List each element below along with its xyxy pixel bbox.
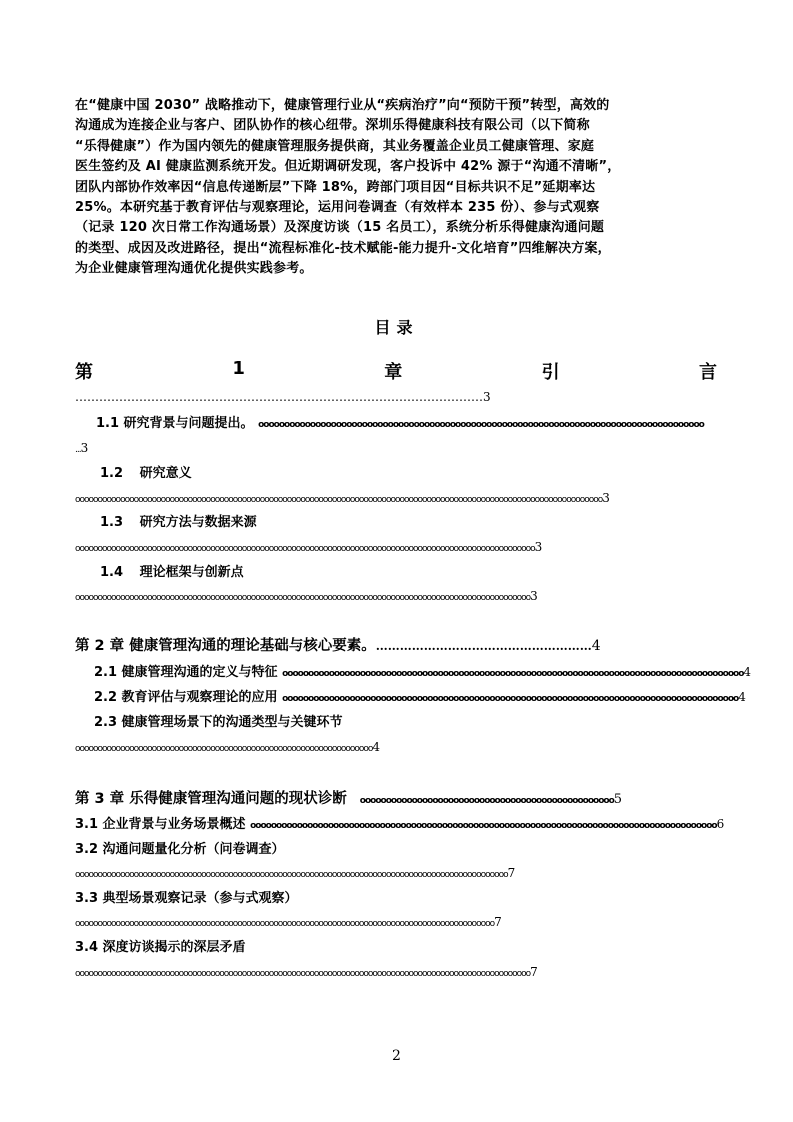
toc-section-label: 3.4 深度访谈揭示的深层矛盾 (75, 940, 246, 955)
toc-section-2-1[interactable] (94, 661, 752, 680)
toc-section-3-3-leader-line (75, 911, 502, 930)
toc-section-label: 3.1 企业背景与业务场景概述 (75, 817, 246, 832)
toc-leader: ... (75, 445, 81, 455)
toc-chapter-1-char: 第 (75, 362, 93, 383)
toc-section-label: 2.1 健康管理沟通的定义与特征 (94, 665, 278, 680)
toc-section-label: 3.2 沟通问题量化分析（问卷调查） (75, 842, 285, 857)
toc-title: 目录 (374, 318, 419, 337)
toc-section-title: 研究方法与数据来源 (139, 515, 257, 530)
abstract-line: 25%。本研究基于教育评估与观察理论，运用问卷调查（有效样本 235 份）、参与式观察 (75, 199, 600, 215)
toc-chapter-1-char: 章 (384, 362, 403, 383)
toc-section-3-1[interactable] (75, 813, 725, 832)
toc-leader: oooooooooooooooooooooooooooooooooooooooooooooooooooooooooooooooooooooooooooooooooooooooooooooooooooooo (75, 544, 535, 554)
toc-leader: ……………………………………………… (375, 639, 592, 653)
toc-chapter-3[interactable] (75, 787, 717, 808)
toc-section-1-1-cont (75, 437, 88, 456)
toc-chapter-1-char: 引 (541, 362, 560, 383)
toc-page-number: 6 (716, 817, 725, 831)
toc-page-number: 4 (372, 740, 381, 754)
toc-leader: ooooooooooooooooooooooooooooooooooooooooooooooooooooooooooooooooooooooooooooooooooooooooooooo (75, 919, 495, 929)
toc-section-3-4-leader-line (75, 961, 538, 980)
toc-leader: ooooooooooooooooooooooooooooooooooooooooooooooooooooooooooooooooooooooooooooooooooooooooooooooooooooooooooooooooooooo (75, 495, 603, 505)
toc-page-number: 4 (743, 665, 752, 679)
toc-section-label: 2.3 健康管理场景下的沟通类型与关键环节 (94, 715, 343, 730)
toc-page-number: 3 (80, 441, 89, 455)
toc-section-3-3[interactable] (75, 887, 298, 906)
toc-leader: ooooooooooooooooooooooooooooooooooooooooooooooooooooooooooooooooooooooooooooooooooooooooooooooooooooo (75, 593, 531, 603)
toc-section-number: 1.3 (100, 515, 124, 530)
toc-section-1-2[interactable] (100, 462, 192, 481)
toc-chapter-1-char: 1 (232, 358, 245, 379)
toc-section-number: 1.2 (100, 466, 124, 481)
toc-page-number: 7 (530, 965, 538, 979)
toc-section-title: 研究意义 (139, 466, 192, 481)
toc-section-1-1[interactable] (96, 412, 704, 431)
toc-leader: ………………………………………………………………………………………… (75, 390, 483, 404)
toc-chapter-1-char: 言 (698, 362, 717, 383)
toc-section-1-3[interactable] (100, 511, 257, 530)
toc-chapter-title: 第 2 章 健康管理沟通的理论基础与核心要素。 (75, 638, 376, 654)
toc-page-number: 5 (613, 792, 623, 807)
toc-page-number: 3 (483, 390, 491, 404)
toc-section-label: 3.3 典型场景观察记录（参与式观察） (75, 891, 298, 906)
toc-section-number: 1.4 (100, 565, 124, 580)
toc-leader: ooooooooooooooooooooooooooooooooooooooooooooooooo (359, 796, 614, 806)
toc-leader: oooooooooooooooooooooooooooooooooooooooooooooooooooooooooooooooooooooooooooooooooooooooo (282, 694, 739, 704)
toc-chapter-1-leader-line (75, 386, 635, 405)
toc-section-1-4[interactable] (100, 561, 244, 580)
toc-page-number: 3 (602, 491, 610, 505)
abstract-line: “乐得健康”）作为国内领先的健康管理服务提供商，其业务覆盖企业员工健康管理、家庭 (75, 138, 595, 154)
toc-page-number: 3 (530, 589, 538, 603)
toc-section-1-3-leader-line (75, 536, 543, 555)
toc-chapter-title: 第 3 章 乐得健康管理沟通问题的现状诊断 (75, 791, 347, 807)
toc-leader: oooooooooooooooooooooooooooooooooooooooooooooooooooooooooooooooooo (75, 744, 373, 754)
abstract-line: 沟通成为连接企业与客户、团队协作的核心纽带。深圳乐得健康科技有限公司（以下简称 (75, 118, 590, 134)
abstract-line: 医生签约及 AI 健康监测系统开发。但近期调研发现，客户投诉中 42% 源于“沟通不清晰”， (75, 159, 621, 175)
abstract-line: 在“健康中国 2030” 战略推动下，健康管理行业从“疾病治疗”向“预防干预”转型，高效的 (75, 98, 610, 113)
toc-section-2-2[interactable] (94, 686, 746, 705)
toc-leader: ooooooooooooooooooooooooooooooooooooooooooooooooooooooooooooooooooooooooooooooooooooooooo (282, 669, 744, 679)
toc-section-3-4[interactable] (75, 936, 246, 955)
toc-section-3-2-leader-line (75, 862, 516, 881)
toc-page-number: 4 (738, 690, 746, 704)
abstract-paragraph (75, 96, 717, 280)
toc-section-1-4-leader-line (75, 585, 538, 604)
toc-chapter-2[interactable] (75, 634, 717, 655)
abstract-line: 团队内部协作效率因“信息传递断层”下降 18%，跨部门项目因“目标共识不足”延期率达 (75, 179, 596, 195)
toc-section-title: 理论框架与创新点 (139, 565, 244, 580)
toc-section-1-2-leader-line (75, 487, 610, 506)
toc-page-number: 7 (494, 915, 502, 929)
toc-section-label: 2.2 教育评估与观察理论的应用 (94, 690, 278, 705)
toc-chapter-1[interactable] (75, 358, 717, 384)
toc-section-2-3-leader-line (75, 736, 410, 755)
toc-page-number: 7 (507, 866, 516, 880)
abstract-line: （记录 120 次日常工作沟通场景）及深度访谈（15 名员工），系统分析乐得健康沟通问题 (75, 220, 605, 236)
toc-section-2-3[interactable] (94, 711, 343, 730)
toc-page-number: 3 (534, 540, 543, 554)
toc-leader: oooooooooooooooooooooooooooooooooooooooooooooooooooooooooooooooooooooooooooooooooooooo (258, 420, 704, 430)
toc-section-label: 1.1 研究背景与问题提出。 (96, 416, 254, 431)
toc-leader: ooooooooooooooooooooooooooooooooooooooooooooooooooooooooooooooooooooooooooooooooooooooooooooooooooooo (75, 969, 531, 979)
toc-section-3-2[interactable] (75, 838, 285, 857)
toc-leader: oooooooooooooooooooooooooooooooooooooooooooooooooooooooooooooooooooooooooooooooooooooooooo (250, 821, 717, 831)
abstract-line: 为企业健康管理沟通优化提供实践参考。 (75, 261, 313, 277)
page-number-footer: 2 (392, 1048, 401, 1064)
abstract-line: 的类型、成因及改进路径，提出“流程标准化-技术赋能-能力提升-文化培育”四维解决方案， (75, 240, 611, 256)
toc-leader: oooooooooooooooooooooooooooooooooooooooooooooooooooooooooooooooooooooooooooooooooooooooooooooooo (75, 870, 508, 880)
toc-page-number: 4 (591, 638, 601, 654)
